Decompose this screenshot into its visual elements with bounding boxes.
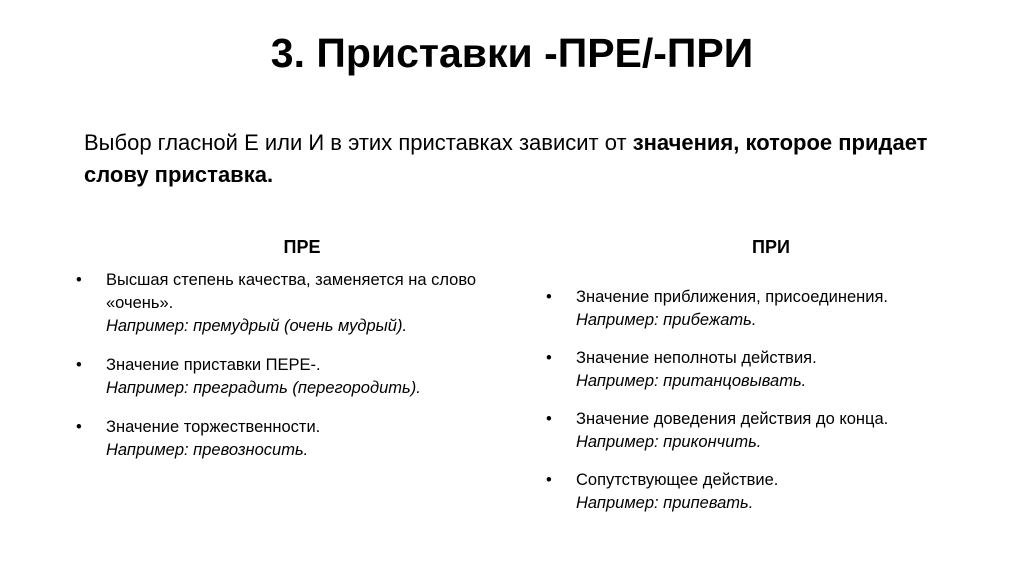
bullet-icon: • (546, 410, 552, 428)
list-item (546, 408, 996, 454)
bullet-icon: • (76, 418, 82, 436)
item-text: Высшая степень качества, заменяется на слово «очень». (106, 271, 477, 312)
column-pre (76, 233, 528, 478)
item-example: Например: прикончить. (576, 433, 762, 451)
bullet-icon: • (76, 271, 82, 289)
item-example: Например: преградить (перегородить). (106, 379, 421, 397)
intro-bold-text: значения, которое придает слову приставка. (84, 130, 928, 187)
bullet-icon: • (546, 349, 552, 367)
item-example: Например: прибежать. (576, 311, 757, 329)
list-item (546, 286, 996, 332)
item-text: Значение приставки ПЕРЕ-. (106, 356, 321, 374)
bullet-icon: • (546, 288, 552, 306)
item-example: Например: пританцовывать. (576, 372, 807, 390)
list-item (546, 469, 996, 515)
item-example: Например: превозносить. (106, 441, 309, 459)
column-pre-heading: ПРЕ (283, 237, 321, 257)
item-text: Сопутствующее действие. (576, 471, 779, 489)
list-item (76, 269, 528, 338)
column-pri-list (546, 269, 996, 515)
item-text: Значение доведения действия до конца. (576, 410, 889, 428)
column-pre-list (76, 269, 528, 462)
list-item (76, 354, 528, 400)
item-text: Значение приближения, присоединения. (576, 288, 889, 306)
item-example: Например: припевать. (576, 494, 754, 512)
bullet-icon: • (546, 471, 552, 489)
intro-plain-text: Выбор гласной Е или И в этих приставках зависит от (84, 130, 633, 155)
column-pri (546, 233, 996, 530)
column-pri-heading: ПРИ (752, 237, 790, 257)
bullet-icon: • (76, 356, 82, 374)
item-example: Например: премудрый (очень мудрый). (106, 317, 408, 335)
intro-paragraph (84, 127, 984, 191)
page-title: 3. Приставки -ПРЕ/-ПРИ (270, 30, 754, 76)
list-item (546, 347, 996, 393)
item-text: Значение торжественности. (106, 418, 321, 436)
item-text: Значение неполноты действия. (576, 349, 817, 367)
list-item (76, 416, 528, 462)
